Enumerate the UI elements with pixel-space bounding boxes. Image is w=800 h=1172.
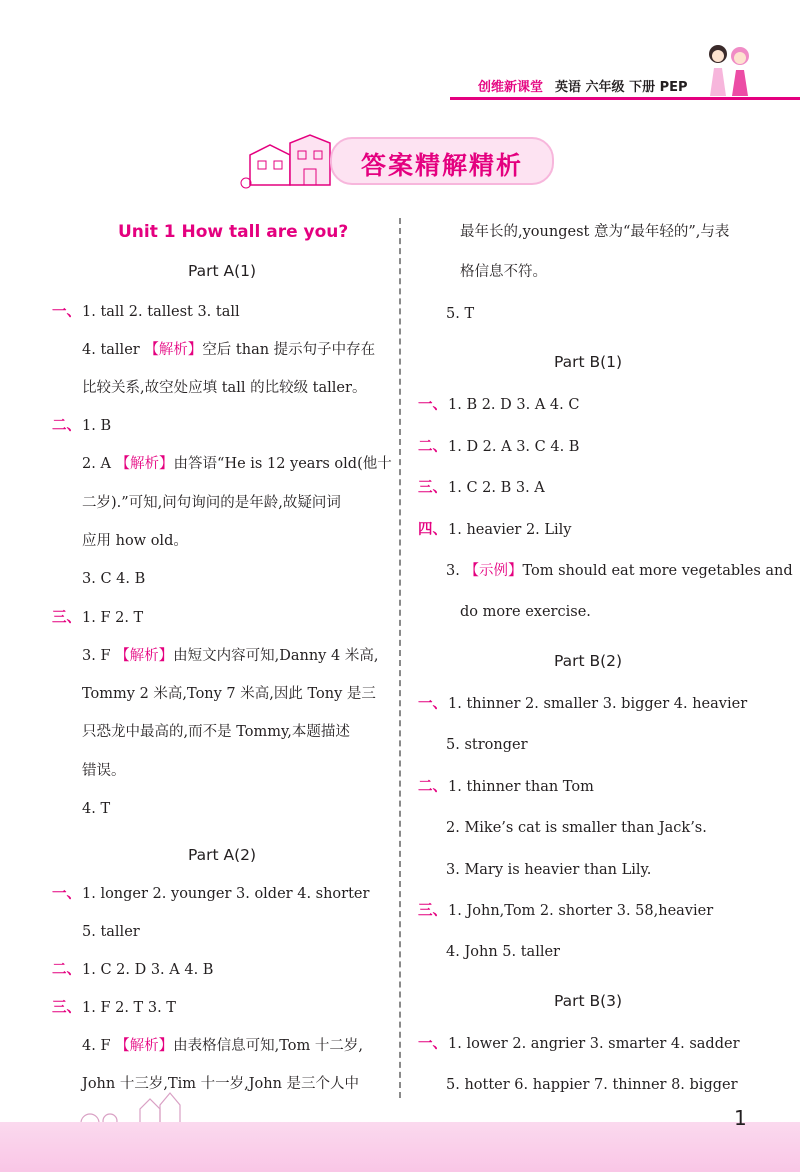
answer-line: 4. John 5. taller bbox=[446, 944, 560, 960]
answer-line: 比较关系,故空处应填 tall 的比较级 taller。 bbox=[82, 380, 367, 396]
answer-line: 3. C 4. B bbox=[82, 571, 146, 587]
unit-title: Unit 1 How tall are you? bbox=[118, 222, 349, 242]
girls-illustration-icon bbox=[700, 40, 760, 98]
answer-line bbox=[52, 960, 213, 980]
explanation-text: 空后 than 提示句子中存在 bbox=[202, 342, 376, 358]
answer-line bbox=[52, 884, 369, 904]
answer-line: 5. T bbox=[446, 306, 475, 322]
answer-text: 1. D 2. A 3. C 4. B bbox=[448, 439, 580, 455]
header-title bbox=[478, 76, 688, 95]
answer-line: 4. T bbox=[82, 801, 111, 817]
answer-line bbox=[82, 340, 375, 360]
answer-text: 1. thinner than Tom bbox=[448, 779, 594, 795]
page-header bbox=[0, 0, 800, 110]
answer-text: 1. heavier 2. Lily bbox=[448, 522, 572, 538]
question-number: 一、 bbox=[418, 696, 447, 712]
explanation-tag: 【解析】 bbox=[115, 648, 174, 664]
answer-line: 3. Mary is heavier than Lily. bbox=[446, 862, 652, 878]
answer-text: 4. taller bbox=[82, 342, 145, 358]
answer-line: Tommy 2 米高,Tony 7 米高,因此 Tony 是三 bbox=[82, 686, 376, 702]
answer-text: 1. tall 2. tallest 3. tall bbox=[82, 304, 240, 320]
answer-line bbox=[82, 454, 392, 474]
question-number: 三、 bbox=[418, 903, 447, 919]
section-title-part-b3: Part B(3) bbox=[553, 992, 623, 1010]
answer-line: 5. stronger bbox=[446, 737, 528, 753]
question-number: 四、 bbox=[418, 522, 447, 538]
explanation-text: 由答语“He is 12 years old(他十 bbox=[173, 456, 392, 472]
answer-line: 二岁).”可知,问句询问的是年龄,故疑问词 bbox=[82, 495, 341, 511]
question-number: 三、 bbox=[52, 610, 81, 626]
section-title-part-a2: Part A(2) bbox=[187, 846, 257, 864]
question-number: 二、 bbox=[52, 418, 81, 434]
answer-line: 最年长的,youngest 意为“最年轻的”,与表 bbox=[460, 224, 730, 240]
answer-line bbox=[52, 608, 143, 628]
answer-text: 1. F 2. T 3. T bbox=[82, 1000, 176, 1016]
answer-line bbox=[418, 777, 594, 797]
column-divider bbox=[399, 218, 401, 1098]
answer-text: 1. F 2. T bbox=[82, 610, 144, 626]
page-footer-band bbox=[0, 1122, 800, 1172]
header-brand: 创维新课堂 bbox=[478, 80, 544, 95]
example-text: Tom should eat more vegetables and bbox=[522, 563, 793, 579]
answer-line: 错误。 bbox=[82, 763, 126, 779]
answer-text: 1. B bbox=[82, 418, 112, 434]
explanation-tag: 【解析】 bbox=[144, 342, 203, 358]
answer-line bbox=[82, 1036, 363, 1056]
question-number: 一、 bbox=[52, 304, 81, 320]
question-number: 一、 bbox=[52, 886, 81, 902]
banner-pill bbox=[330, 137, 554, 185]
answer-text: 4. F bbox=[82, 1038, 116, 1054]
answer-line bbox=[52, 302, 240, 322]
answer-text: 1. lower 2. angrier 3. smarter 4. sadder bbox=[448, 1036, 740, 1052]
explanation-text: 由表格信息可知,Tom 十二岁, bbox=[173, 1038, 363, 1054]
answer-line bbox=[52, 416, 111, 436]
banner-title: 答案精解精析 bbox=[360, 151, 523, 180]
answer-line bbox=[418, 694, 747, 714]
question-number: 一、 bbox=[418, 1036, 447, 1052]
answer-line bbox=[418, 395, 579, 415]
answer-text: 3. bbox=[446, 563, 465, 579]
answer-line: 5. hotter 6. happier 7. thinner 8. bigger bbox=[446, 1077, 738, 1093]
answer-text: 1. C 2. D 3. A 4. B bbox=[82, 962, 214, 978]
question-number: 一、 bbox=[418, 397, 447, 413]
explanation-tag: 【解析】 bbox=[115, 456, 174, 472]
answer-line: 只恐龙中最高的,而不是 Tommy,本题描述 bbox=[82, 724, 350, 740]
section-title-part-a1: Part A(1) bbox=[187, 262, 257, 280]
section-title-part-b2: Part B(2) bbox=[553, 652, 623, 670]
answer-text: 1. B 2. D 3. A 4. C bbox=[448, 397, 580, 413]
section-title-part-b1: Part B(1) bbox=[553, 353, 623, 371]
answer-text: 1. longer 2. younger 3. older 4. shorter bbox=[82, 886, 370, 902]
example-tag: 【示例】 bbox=[464, 563, 523, 579]
question-number: 三、 bbox=[52, 1000, 81, 1016]
answer-text: 3. F bbox=[82, 648, 116, 664]
explanation-text: 由短文内容可知,Danny 4 米高, bbox=[173, 648, 379, 664]
answer-line: do more exercise. bbox=[460, 604, 591, 620]
answers-banner bbox=[240, 125, 560, 195]
question-number: 三、 bbox=[418, 480, 447, 496]
answer-line bbox=[418, 1034, 740, 1054]
answer-line bbox=[446, 561, 793, 581]
answer-text: 1. John,Tom 2. shorter 3. 58,heavier bbox=[448, 903, 714, 919]
question-number: 二、 bbox=[418, 439, 447, 455]
answer-line: 2. Mike’s cat is smaller than Jack’s. bbox=[446, 820, 707, 836]
answer-text: 1. C 2. B 3. A bbox=[448, 480, 545, 496]
header-subtitle: 英语 六年级 下册 PEP bbox=[555, 80, 688, 95]
answer-line bbox=[418, 520, 572, 540]
answer-line bbox=[82, 646, 378, 666]
answer-line: 应用 how old。 bbox=[82, 533, 188, 549]
question-number: 二、 bbox=[418, 779, 447, 795]
answer-line bbox=[418, 478, 545, 498]
answer-line: John 十三岁,Tim 十一岁,John 是三个人中 bbox=[82, 1076, 360, 1092]
answer-text: 1. thinner 2. smaller 3. bigger 4. heavier bbox=[448, 696, 748, 712]
answer-line: 格信息不符。 bbox=[460, 264, 547, 280]
answer-line bbox=[52, 998, 176, 1018]
question-number: 二、 bbox=[52, 962, 81, 978]
answer-line bbox=[418, 901, 713, 921]
explanation-tag: 【解析】 bbox=[115, 1038, 174, 1054]
answer-line: 5. taller bbox=[82, 924, 140, 940]
answer-text: 2. A bbox=[82, 456, 116, 472]
page-number: 1 bbox=[734, 1106, 747, 1130]
answer-line bbox=[418, 437, 579, 457]
